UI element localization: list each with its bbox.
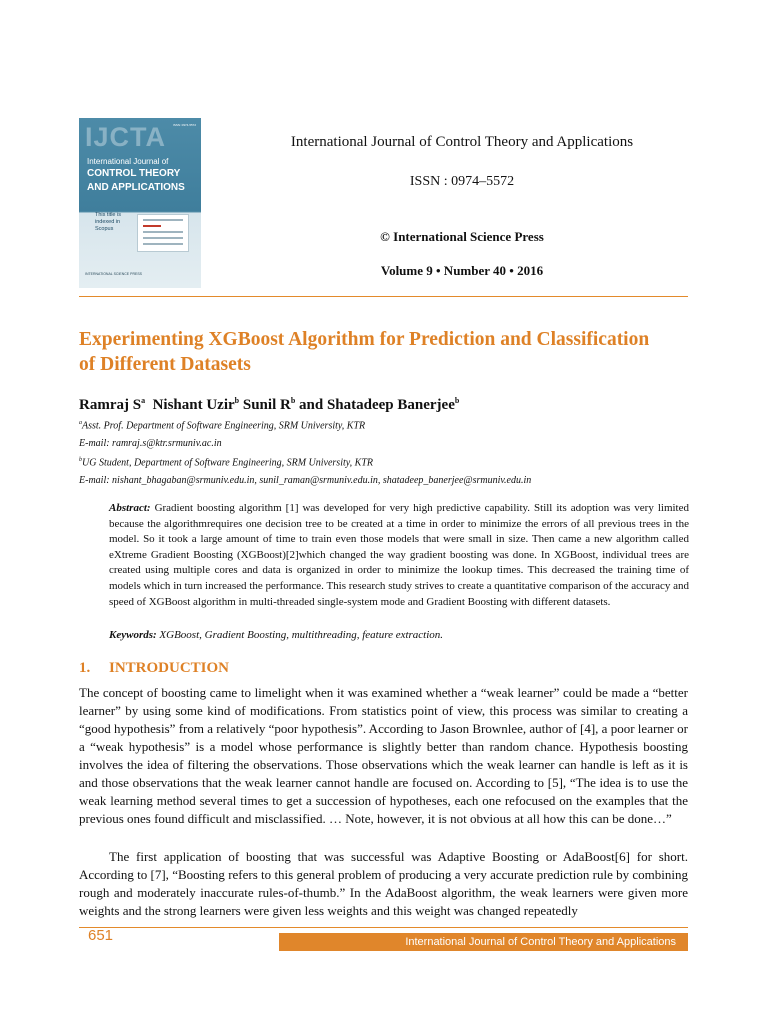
page-number: 651	[88, 927, 114, 944]
affiliation-mark: a	[79, 420, 82, 426]
keywords	[109, 629, 689, 641]
affiliation-text: E-mail: ramraj.s@ktr.srmuniv.ac.in	[79, 438, 222, 449]
cover-scopus-badge: This title is indexed in Scopus	[95, 212, 121, 232]
cover-inset-graphic	[137, 214, 189, 252]
abstract	[109, 501, 689, 610]
section-title: INTRODUCTION	[109, 660, 230, 676]
author-affiliation-mark: b	[290, 396, 296, 405]
body-paragraph: The first application of boosting that was successful was Adaptive Boosting or AdaBoost[6] for short. According to [7], “Boosting refers to this general problem of producing a very accurate prediction rule by combining rough and moderately inaccurate rules-of-thumb.” In the AdaBoost algorithm, the weak learners were given more weights and the strong learners were given less weights and this weight was changed repeatedly	[79, 849, 688, 918]
journal-issn: ISSN : 0974–5572	[409, 174, 515, 189]
body-paragraph: The concept of boosting came to limelight when it was examined whether a “weak learner” could be made a “better learner” by using some kind of modifications. From statistics point of view, this process was similar to creating a “good hypothesis” from a relatively “poor hypothesis”. According to Jason Brownlee, author of [4], a poor learner or a “weak hypothesis” is a model whose performance is slightly better than random chance. Hypothesis boosting involves the idea of filtering the observations. Those observations which the weak learner can handle is left as it is and those observations that the weak learner cannot handle are focused on. According to [5], “The idea is to use the weak learning method several times to get a succession of hypotheses, each one refocused on the examples that the previous ones found difficult and misclassified. … Note, however, it is not obvious at all how this can be done…”	[79, 685, 688, 826]
volume-info: Volume 9 • Number 40 • 2016	[380, 263, 544, 278]
abstract-label: Abstract:	[109, 502, 151, 514]
affiliation-text: UG Student, Department of Software Engineering, SRM University, KTR	[82, 457, 373, 469]
section-number: 1.	[79, 660, 91, 676]
keywords-label: Keywords:	[109, 629, 157, 641]
author-name: Nishant Uzir	[152, 397, 235, 413]
affiliation-text: Asst. Prof. Department of Software Engineering, SRM University, KTR	[82, 420, 366, 432]
cover-title-line2: CONTROL THEORY AND APPLICATIONS	[87, 168, 185, 193]
header-divider	[79, 296, 688, 297]
affiliation-line	[79, 420, 365, 431]
affiliation-mark: b	[79, 457, 82, 463]
author-name: Ramraj S	[79, 397, 142, 413]
affiliation-line	[79, 438, 222, 449]
author-affiliation-mark: a	[141, 396, 146, 405]
keywords-text: XGBoost, Gradient Boosting, multithreading, feature extraction.	[159, 629, 444, 641]
author-affiliation-mark: b	[454, 396, 460, 405]
abstract-text: Gradient boosting algorithm [1] was developed for very high predictive capability. Still its adoption was very limited because the algorithmrequires one decision tree to be created at a time in order to minimize the errors of all previous trees in the model. So it took a large amount of time to train even those models that were small in size. Then came a new algorithm called eXtreme Gradient Boosting (XGBoost)[2]which changed the way gradient boosting was done. In XGBoost, individual trees are created using multiple cores and data is organized in order to minimize the lookup times. This decreased the training time of models which in turn increased the performance. This research study strives to create a quantitative comparison of the accuracy and speed of XGBoost algorithm in multi-threaded single-system mode and Gradient Boosting with different datasets.	[109, 502, 689, 608]
author-name: and Shatadeep Banerjee	[299, 397, 455, 413]
author-affiliation-mark: b	[234, 396, 240, 405]
affiliation-text: E-mail: nishant_bhagaban@srmuniv.edu.in, sunil_raman@srmuniv.edu.in, shatadeep_banerjee@srmuniv.edu.in	[79, 475, 532, 486]
paper-title: Experimenting XGBoost Algorithm for Prediction and Classification of Different Datasets	[79, 329, 650, 375]
footer-journal-banner: International Journal of Control Theory and Applications	[279, 933, 688, 951]
affiliation-line	[79, 457, 373, 468]
cover-publisher: INTERNATIONAL SCIENCE PRESS	[85, 272, 142, 276]
cover-title-line1: International Journal of	[87, 157, 169, 166]
cover-abbreviation: IJCTA	[85, 122, 167, 152]
publisher-copyright: © International Science Press	[380, 229, 544, 244]
section-heading	[79, 660, 229, 677]
author-name: Sunil R	[242, 397, 291, 413]
journal-cover-image	[79, 118, 201, 288]
author-list	[79, 396, 459, 414]
affiliation-line	[79, 475, 531, 486]
cover-issn: ISSN: 0974-5572	[172, 123, 196, 127]
footer-divider	[79, 927, 688, 928]
journal-name: International Journal of Control Theory and Applications	[290, 134, 634, 150]
